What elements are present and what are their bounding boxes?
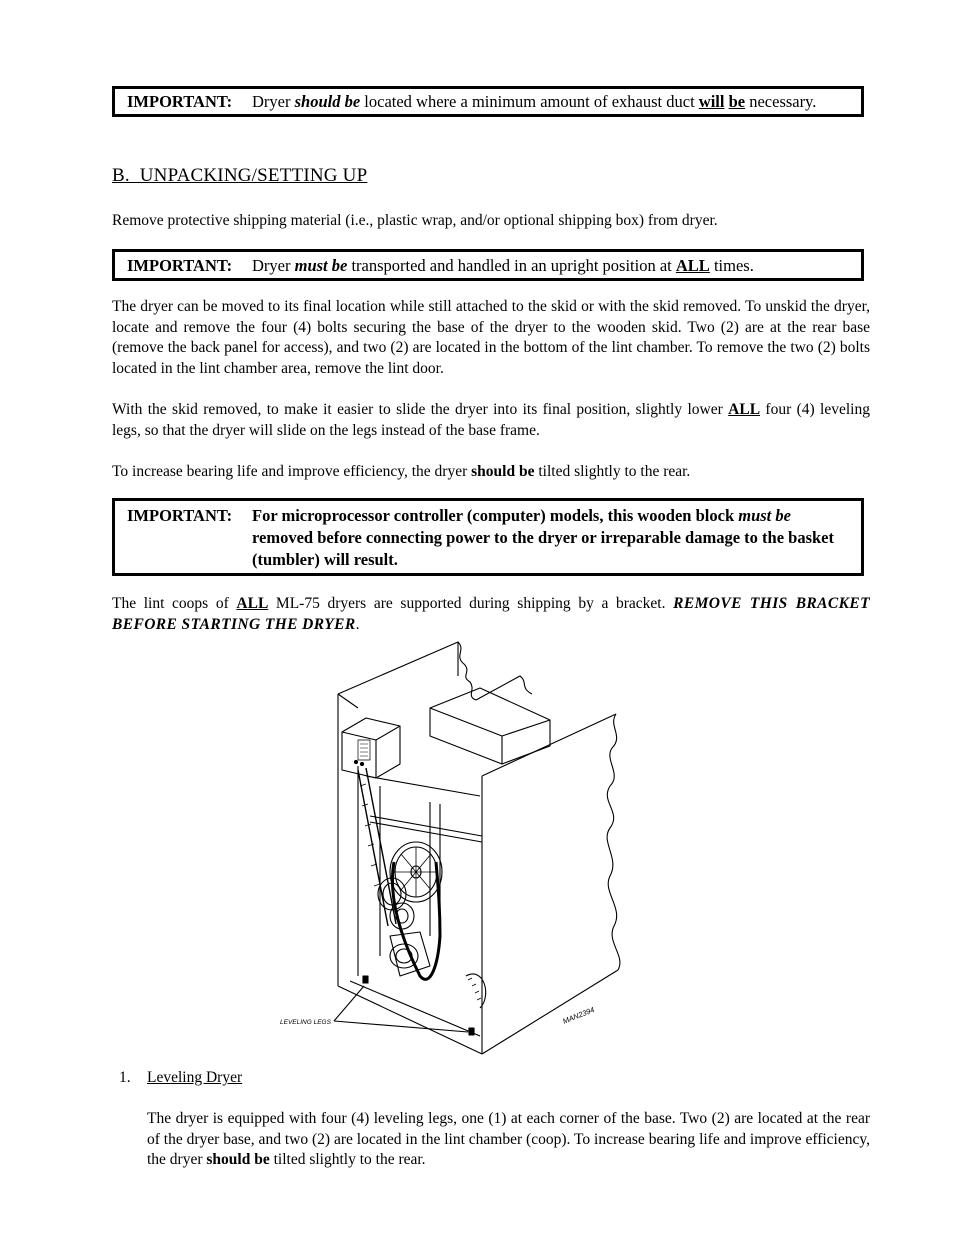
- important-label: IMPORTANT:: [127, 506, 233, 525]
- dryer-illustration: [270, 636, 650, 1056]
- leveling-legs-label: LEVELING LEGS: [280, 1019, 331, 1026]
- section-heading: B. UNPACKING/SETTING UP: [112, 165, 368, 186]
- paragraph-skid-removed: With the skid removed, to make it easier to slide the dryer into its final position, slightly lower ALL four (4) leveling legs, so that the dryer will slide on the legs instead of the base frame.: [112, 401, 870, 439]
- list-number: 1.: [119, 1069, 131, 1086]
- important-text: Dryer must be transported and handled in an upright position at ALL times.: [252, 256, 754, 275]
- important-notice-upright: [112, 249, 864, 281]
- important-label: IMPORTANT:: [127, 92, 233, 111]
- paragraph-leveling: The dryer is equipped with four (4) leveling legs, one (1) at each corner of the base. Two (2) are located at the rear of the dryer base, and two (2) are located in the lint chamber (coop). To increase bearing life and improve efficiency, the dryer should be tilted slightly to the rear.: [147, 1110, 870, 1168]
- paragraph-unskid: The dryer can be moved to its final location while still attached to the skid or with the skid removed. To unskid the dryer, locate and remove the four (4) bolts securing the base of the dryer to the wooden skid. Two (2) are at the rear base (remove the back panel for access), and two (2) are located in the bottom of the lint chamber. To remove the two (2) bolts located in the lint chamber area, remove the lint door.: [112, 298, 870, 377]
- important-text: Dryer should be located where a minimum amount of exhaust duct will be necessary.: [252, 92, 817, 111]
- important-notice-exhaust: [112, 86, 864, 117]
- important-label: IMPORTANT:: [127, 256, 233, 275]
- list-item-title: Leveling Dryer: [147, 1069, 243, 1086]
- paragraph-remove-packaging: Remove protective shipping material (i.e., plastic wrap, and/or optional shipping box) from dryer.: [112, 212, 718, 229]
- important-text: For microprocessor controller (computer) models, this wooden block must be removed before connecting power to the dryer or irreparable damage to the basket (tumbler) will result.: [252, 506, 834, 569]
- important-notice-wooden-block: [112, 498, 864, 576]
- paragraph-bearing: To increase bearing life and improve efficiency, the dryer should be tilted slightly to the rear.: [112, 463, 691, 480]
- figure-code-label: MAN2394: [561, 1005, 596, 1026]
- paragraph-lint-coops: The lint coops of ALL ML-75 dryers are supported during shipping by a bracket. REMOVE THIS BRACKET BEFORE STARTING THE DRYER.: [112, 595, 870, 633]
